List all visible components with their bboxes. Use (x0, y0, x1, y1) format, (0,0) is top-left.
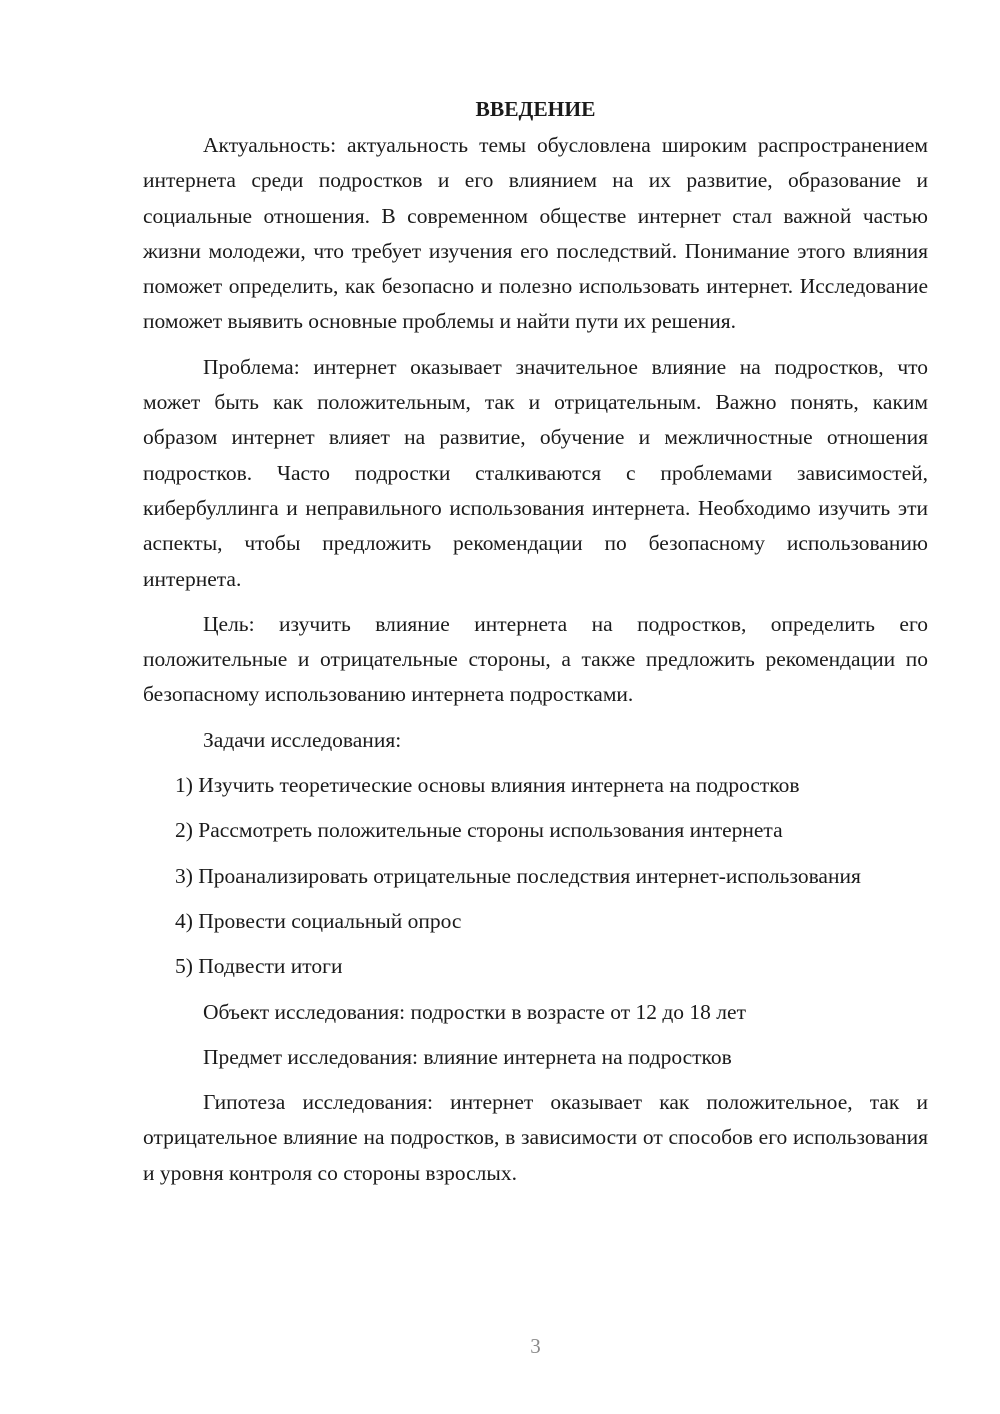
relevance-paragraph: Актуальность: актуальность темы обусловлена широким распространением интернета среди подростков и его влиянием на их развитие, образование и социальные отношения. В современном обществе интернет стал важной частью жизни молодежи, что требует изучения его последствий. Понимание этого влияния поможет определить, как безопасно и полезно использовать интернет. Исследование поможет выявить основные проблемы и найти пути их решения. (143, 133, 928, 334)
subject-paragraph: Предмет исследования: влияние интернета на подростков (203, 1044, 732, 1069)
task-item-4: 4) Провести социальный опрос (175, 908, 462, 933)
goal-paragraph: Цель: изучить влияние интернета на подростков, определить его положительные и отрицательные стороны, а также предложить рекомендации по безопасному использованию интернета подростками. (143, 611, 928, 707)
task-item-1: 1) Изучить теоретические основы влияния интернета на подростков (175, 773, 800, 798)
tasks-title: Задачи исследования: (203, 727, 402, 752)
section-heading: ВВЕДЕНИЕ (475, 97, 596, 121)
object-paragraph: Объект исследования: подростки в возрасте от 12 до 18 лет (203, 999, 746, 1024)
page-content (143, 92, 928, 1191)
task-item-3: 3) Проанализировать отрицательные последствия интернет-использования (175, 863, 861, 888)
hypothesis-paragraph: Гипотеза исследования: интернет оказывает как положительное, так и отрицательное влияние на подростков, в зависимости от способов его использования и уровня контроля со стороны взрослых. (143, 1090, 928, 1185)
problem-paragraph: Проблема: интернет оказывает значительное влияние на подростков, что может быть как положительным, так и отрицательным. Важно понять, каким образом интернет влияет на развитие, обучение и межличностные отношения подростков. Часто подростки сталкиваются с проблемами зависимостей, кибербуллинга и неправильного использования интернета. Необходимо изучить эти аспекты, чтобы предложить рекомендации по безопасному использованию интернета. (143, 354, 928, 591)
page-number: 3 (530, 1334, 541, 1358)
task-item-2: 2) Рассмотреть положительные стороны использования интернета (175, 818, 783, 843)
task-item-5: 5) Подвести итоги (175, 954, 343, 979)
